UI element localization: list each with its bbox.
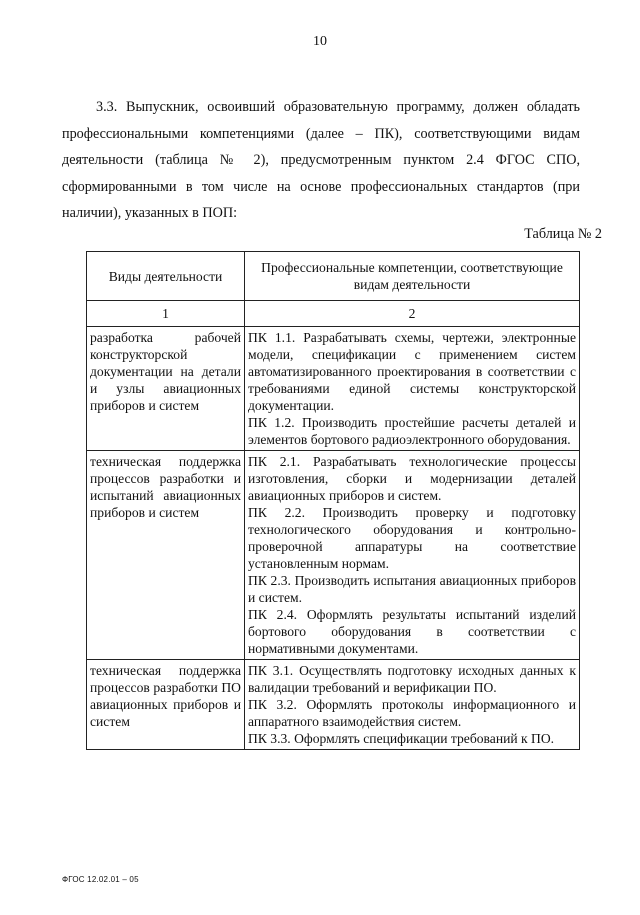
page-number: 10 bbox=[313, 34, 327, 49]
header-competencies: Профессиональные компетенции, соответствующие видам деятельности bbox=[245, 252, 580, 301]
competency-item: ПК 2.3. Производить испытания авиационных приборов и систем. bbox=[248, 573, 576, 605]
table-header-row bbox=[87, 252, 580, 301]
table-number-row bbox=[87, 301, 580, 327]
column-number-1: 1 bbox=[87, 301, 245, 327]
competency-item: ПК 3.1. Осуществлять подготовку исходных данных к валидации требований и верификации ПО. bbox=[248, 663, 576, 695]
table-row bbox=[87, 451, 580, 660]
competency-item: ПК 1.2. Производить простейшие расчеты деталей и элементов бортового радиоэлектронного оборудования. bbox=[248, 415, 576, 447]
column-number-2: 2 bbox=[245, 301, 580, 327]
activity-cell: техническая поддержка процессов разработки и испытаний авиационных приборов и систем bbox=[87, 451, 245, 660]
competency-item: ПК 2.2. Производить проверку и подготовку технологического оборудования и контрольно-проверочной аппаратуры на соответствие установленным нормам. bbox=[248, 505, 576, 571]
activity-cell: техническая поддержка процессов разработки ПО авиационных приборов и систем bbox=[87, 660, 245, 750]
table-caption: Таблица № 2 bbox=[524, 226, 602, 242]
competencies-table bbox=[86, 251, 580, 750]
competency-item: ПК 1.1. Разрабатывать схемы, чертежи, электронные модели, спецификации с применением систем автоматизированного проектирования в соответствии с требованиями единой системы конструкторской документации. bbox=[248, 330, 576, 413]
activity-cell: разработка рабочей конструкторской документации на детали и узлы авиационных приборов и систем bbox=[87, 327, 245, 451]
competency-item: ПК 2.4. Оформлять результаты испытаний изделий бортового оборудования в соответствии с нормативными документами. bbox=[248, 607, 576, 656]
competencies-cell bbox=[245, 660, 580, 750]
footer-document-code: ФГОС 12.02.01 – 05 bbox=[62, 875, 139, 884]
competency-item: ПК 2.1. Разрабатывать технологические процессы изготовления, сборки и модернизации деталей авиационных приборов и систем. bbox=[248, 454, 576, 503]
competency-item: ПК 3.2. Оформлять протоколы информационного и аппаратного взаимодействия систем. bbox=[248, 697, 576, 729]
competencies-cell bbox=[245, 451, 580, 660]
table-row bbox=[87, 327, 580, 451]
competency-item: ПК 3.3. Оформлять спецификации требований к ПО. bbox=[248, 731, 555, 746]
header-activities: Виды деятельности bbox=[87, 252, 245, 301]
intro-paragraph: 3.3. Выпускник, освоивший образовательную программу, должен обладать профессиональными компетенциями (далее – ПК), соответствующими видам деятельности (таблица № 2), предусмотренным пунктом 2.4 ФГОС СПО, сформированными в том числе на основе профессиональных стандартов (при наличии), указанных в ПОП: bbox=[62, 99, 580, 221]
table-row bbox=[87, 660, 580, 750]
competencies-cell bbox=[245, 327, 580, 451]
